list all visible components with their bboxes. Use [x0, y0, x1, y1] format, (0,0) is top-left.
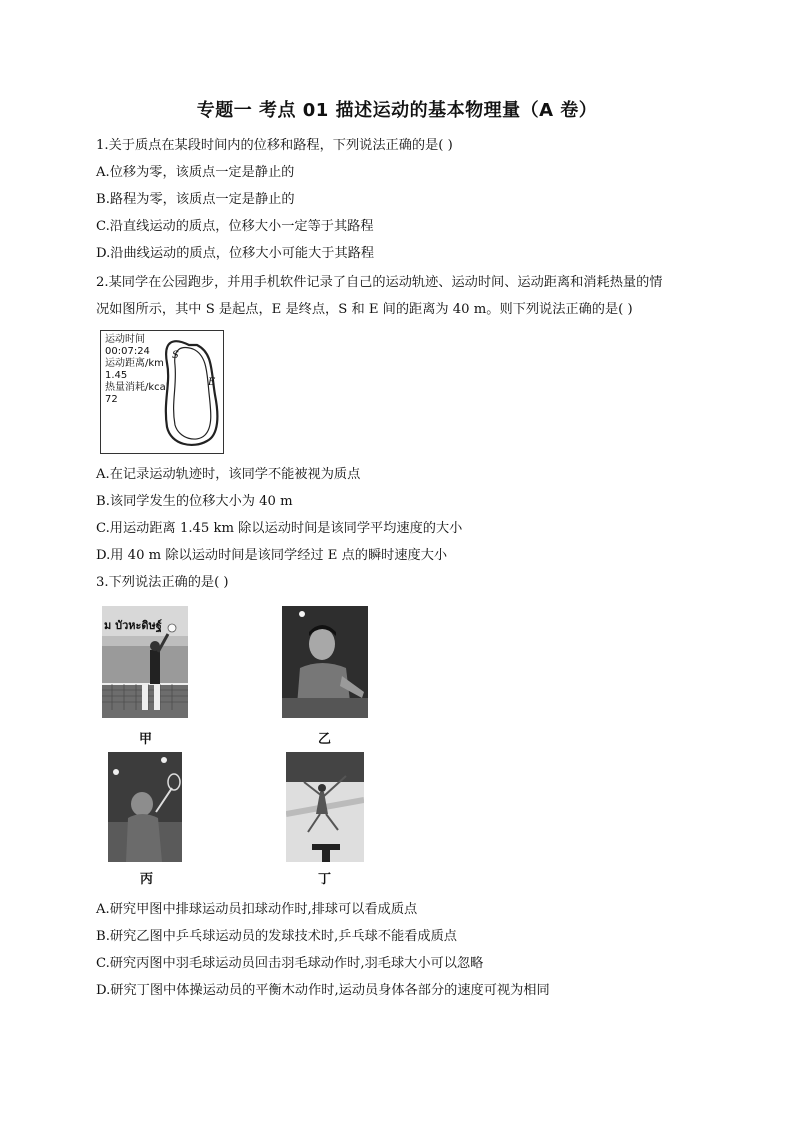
app-stat-line: 1.45	[105, 370, 128, 381]
q1-stem: 1.关于质点在某段时间内的位移和路程，下列说法正确的是( )	[96, 138, 453, 153]
q2-option-c: C.用运动距离 1.45 km 除以运动时间是该同学平均速度的大小	[96, 521, 463, 536]
table-tennis-photo	[282, 606, 368, 718]
running-app-figure	[100, 330, 224, 454]
page-title: 专题一 考点 01 描述运动的基本物理量（A 卷）	[196, 100, 598, 121]
q2-stem-line2: 况如图所示，其中 S 是起点，E 是终点，S 和 E 间的距离为 40 m。则下列说法正确的是( )	[96, 302, 633, 317]
q1-option-d: D.沿曲线运动的质点，位移大小可能大于其路程	[96, 246, 375, 261]
app-stat-line: 运动时间	[105, 334, 145, 345]
track-path	[101, 331, 223, 453]
q3-option-c: C.研究丙图中羽毛球运动员回击羽毛球动作时,羽毛球大小可以忽略	[96, 956, 484, 971]
badminton-scene	[108, 752, 182, 862]
caption-bing: 丙	[140, 872, 154, 887]
caption-ding: 丁	[318, 872, 332, 887]
q2-option-a: A.在记录运动轨迹时，该同学不能被视为质点	[96, 467, 361, 482]
q1-option-b: B.路程为零，该质点一定是静止的	[96, 192, 295, 207]
badminton-photo	[108, 752, 182, 862]
app-stat-line: 运动距离/km	[105, 358, 164, 369]
balance-beam-scene	[286, 752, 364, 862]
q1-option-c: C.沿直线运动的质点，位移大小一定等于其路程	[96, 219, 374, 234]
balance-beam-photo	[286, 752, 364, 862]
q2-option-d: D.用 40 m 除以运动时间是该同学经过 E 点的瞬时速度大小	[96, 548, 448, 563]
q2-option-b: B.该同学发生的位移大小为 40 m	[96, 494, 293, 509]
q1-option-a: A.位移为零，该质点一定是静止的	[96, 165, 295, 180]
q2-stem-line1: 2.某同学在公园跑步，并用手机软件记录了自己的运动轨迹、运动时间、运动距离和消耗热量的情	[96, 275, 663, 290]
q3-option-b: B.研究乙图中乒乓球运动员的发球技术时,乒乓球不能看成质点	[96, 929, 457, 944]
q3-option-a: A.研究甲图中排球运动员扣球动作时,排球可以看成质点	[96, 902, 418, 917]
end-label: E	[208, 377, 216, 388]
q3-stem: 3.下列说法正确的是( )	[96, 575, 229, 590]
start-label: S	[172, 350, 179, 361]
caption-jia: 甲	[139, 732, 153, 747]
app-stat-line: 00:07:24	[105, 346, 150, 357]
app-stat-line: 热量消耗/kcal	[105, 382, 169, 393]
q3-option-d: D.研究丁图中体操运动员的平衡木动作时,运动员身体各部分的速度可视为相同	[96, 983, 550, 998]
app-stat-line: 72	[105, 394, 118, 405]
volleyball-photo	[102, 606, 188, 718]
table-tennis-scene	[282, 606, 368, 718]
photo-sign-text: ม บัวหะดิษฐ์	[104, 619, 162, 632]
caption-yi: 乙	[318, 732, 332, 747]
